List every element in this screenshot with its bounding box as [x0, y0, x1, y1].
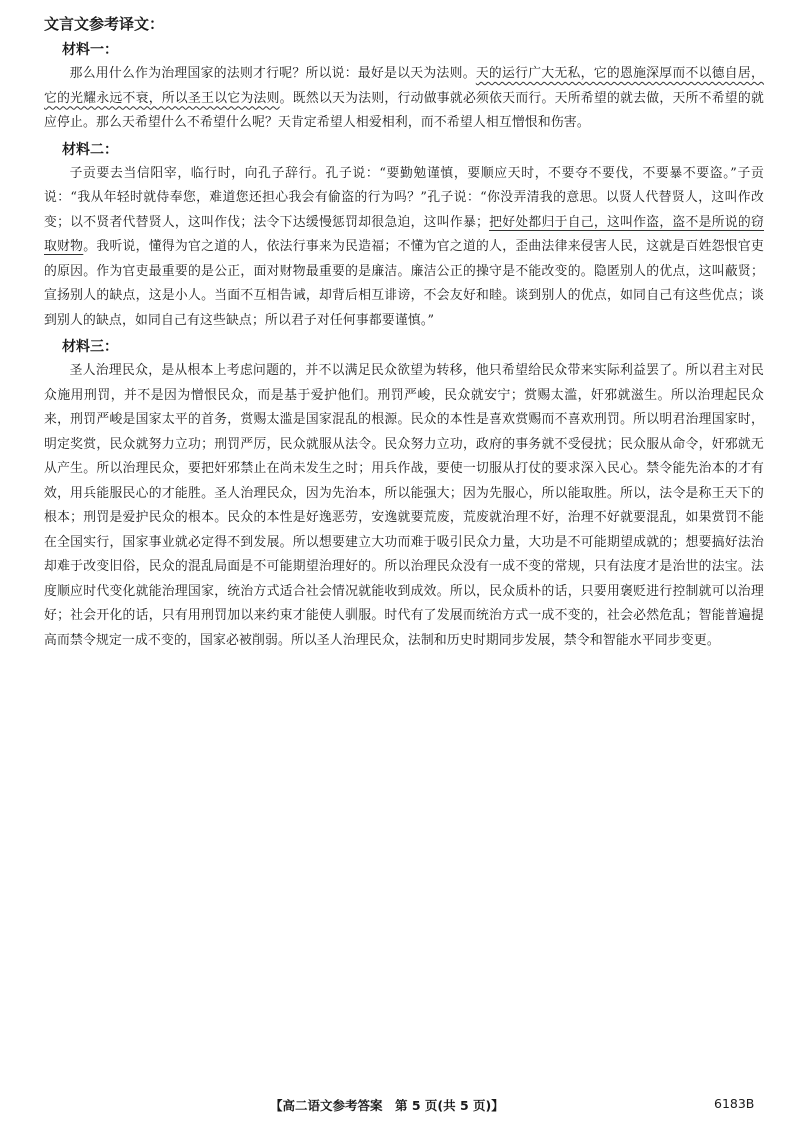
material-1-paragraph [44, 62, 764, 136]
material-2-text-a: 子贡要去当信阳宰，临行时，向孔子辞行。孔子说：“要勤勉谨慎，要顺应天时，不要夺不要伐，不要暴不要盗。”子贡说：“我从年轻时就侍奉您，难道您还担心我会有偷盗的行为吗？”孔子说：“你没弄清我的意思。以贤人代替贤人，这叫作改变；以不贤者代替贤人，这叫作伐；法令下达缓慢惩罚却很急迫，这叫作暴； [44, 165, 764, 230]
section-heading-2: 材料二： [62, 141, 118, 158]
section-heading-1: 材料一： [62, 42, 118, 58]
material-2-paragraph [44, 162, 764, 334]
document-title: 文言文参考译文： [44, 15, 165, 33]
document-body [44, 12, 764, 653]
material-2-underlined-sentence: 把好处都归于自己，这叫作盗，盗不是所说的窃取财物 [44, 214, 764, 254]
material-1-wavy-underlined-sentence: 天的运行广大无私，它的恩施深厚而不以德自居，它的光耀永远不衰，所以圣王以它为法则 [44, 66, 765, 106]
material-1-text-c: 。既然以天为法则，行动做事就必须依天而行。天所希望的就去做，天所不希望的就应停止。那么天希望什么不希望什么呢？天肯定希望人相爱相利，而不希望人相互憎恨和伤害。 [44, 90, 764, 130]
footer-page-info: 【高二语文参考答案 第 5 页(共 5 页)】 [270, 1098, 504, 1113]
section-heading-3: 材料三： [62, 339, 118, 355]
footer-document-code: 6183B [714, 1096, 755, 1111]
material-1-text-a: 那么用什么作为治理国家的法则才行呢？所以说：最好是以天为法则。 [69, 66, 476, 81]
material-3-paragraph: 圣人治理民众，是从根本上考虑问题的，并不以满足民众欲望为转移，他只希望给民众带来实际利益罢了。所以君主对民众施用刑罚，并不是因为憎恨民众，而是基于爱护他们。刑罚严峻，民众就安宁；赏赐太滥，奸邪就滋生。所以治理起民众来，刑罚严峻是国家太平的首务，赏赐太滥是国家混乱的根源。民众的本性是喜欢赏赐而不喜欢刑罚。所以明君治理国家时，明定奖赏，民众就努力立功；刑罚严厉，民众就服从法令。民众努力立功，政府的事务就不受侵扰；民众服从命令，奸邪就无从产生。所以治理民众，要把奸邪禁止在尚未发生之时；用兵作战，要使一切服从打仗的要求深入民心。禁令能先治本的才有效，用兵能服民心的才能胜。圣人治理民众，因为先治本，所以能强大；因为先服心，所以能取胜。所以，法令是称王天下的根本；刑罚是爱护民众的根本。民众的本性是好逸恶劳，安逸就要荒废，荒废就治理不好，治理不好就要混乱，如果赏罚不能在全国实行，国家事业就必定得不到发展。所以想要建立大功而难于吸引民众力量，大功是不可能期望成就的；想要搞好法治却难于改变旧俗，民众的混乱局面是不可能期望治理好的。所以治理民众没有一成不变的常规，只有法度才是治世的法宝。法度顺应时代变化就能治理国家，统治方式适合社会情况就能收到成效。所以，民众质朴的话，只要用褒贬进行控制就可以治理好；社会开化的话，只有用刑罚加以来约束才能使人驯服。时代有了发展而统治方式一成不变的，社会必然危乱；智能普遍提高而禁令规定一成不变的，国家必被削弱。所以圣人治理民众，法制和历史时期同步发展，禁令和智能水平同步变更。 [44, 363, 764, 648]
page-footer [0, 1096, 800, 1120]
material-2-text-c: 。我听说，懂得为官之道的人，依法行事来为民造福；不懂为官之道的人，歪曲法律来侵害人民，这就是百姓怨恨官吏的原因。作为官吏最重要的是公正，面对财物最重要的是廉洁。廉洁公正的操守是不能改变的。隐匿别人的优点，这叫蔽贤；宣扬别人的缺点，这是小人。当面不互相告诫，却背后相互诽谤，不会友好和睦。谈到别人的优点，如同自己有这些优点；谈到别人的缺点，如同自己有这些缺点；所以君子对任何事都要谨慎。” [44, 239, 764, 328]
